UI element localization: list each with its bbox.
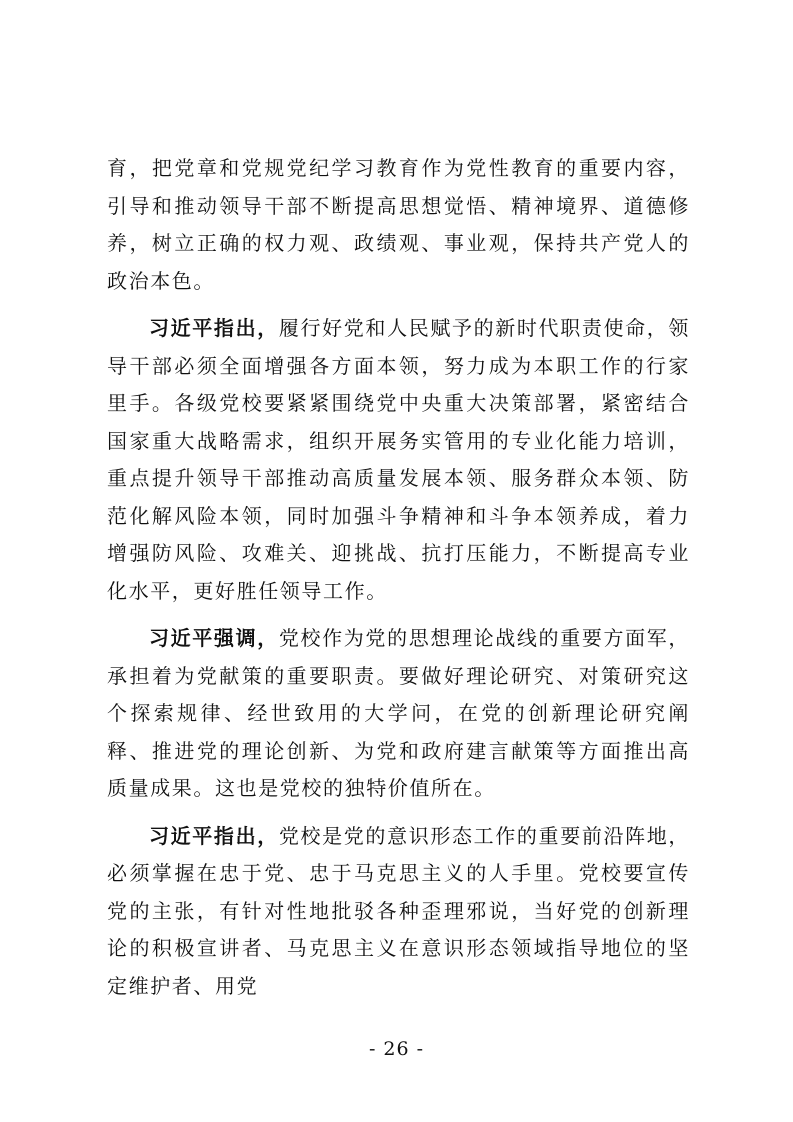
paragraph-3-text: 党校作为党的思想理论战线的重要方面军，承担着为党献策的重要职责。要做好理论研究、对策研究这个探索规律、经世致用的大学问，在党的创新理论研究阐释、推进党的理论创新、为党和政府建言献策等方面推出高质量成果。这也是党校的独特价值所在。: [107, 626, 690, 800]
paragraph-2-lead: 习近平指出，: [149, 316, 279, 340]
paragraph-3: [107, 620, 690, 808]
paragraph-3-lead: 习近平强调，: [149, 626, 279, 650]
page-number: - 26 -: [368, 1038, 425, 1060]
paragraph-1: [107, 150, 690, 300]
paragraph-1-text: 育，把党章和党规党纪学习教育作为党性教育的重要内容，引导和推动领导干部不断提高思想觉悟、精神境界、道德修养，树立正确的权力观、政绩观、事业观，保持共产党人的政治本色。: [107, 156, 690, 293]
paragraph-2: [107, 310, 690, 610]
paragraph-4-text: 党校是党的意识形态工作的重要前沿阵地，必须掌握在忠于党、忠于马克思主义的人手里。党校要宣传党的主张，有针对性地批驳各种歪理邪说，当好党的创新理论的积极宣讲者、马克思主义在意识形态领域指导地位的坚定维护者、用党: [107, 823, 690, 998]
paragraph-4-lead: 习近平指出，: [149, 823, 279, 848]
body-text: [107, 150, 690, 1015]
paragraph-4: [107, 818, 690, 1006]
paragraph-2-text: 履行好党和人民赋予的新时代职责使命，领导干部必须全面增强各方面本领，努力成为本职工作的行家里手。各级党校要紧紧围绕党中央重大决策部署，紧密结合国家重大战略需求，组织开展务实管用的专业化能力培训，重点提升领导干部推动高质量发展本领、服务群众本领、防范化解风险本领，同时加强斗争精神和斗争本领养成，着力增强防风险、攻难关、迎挑战、抗打压能力，不断提高专业化水平，更好胜任领导工作。: [107, 316, 690, 603]
